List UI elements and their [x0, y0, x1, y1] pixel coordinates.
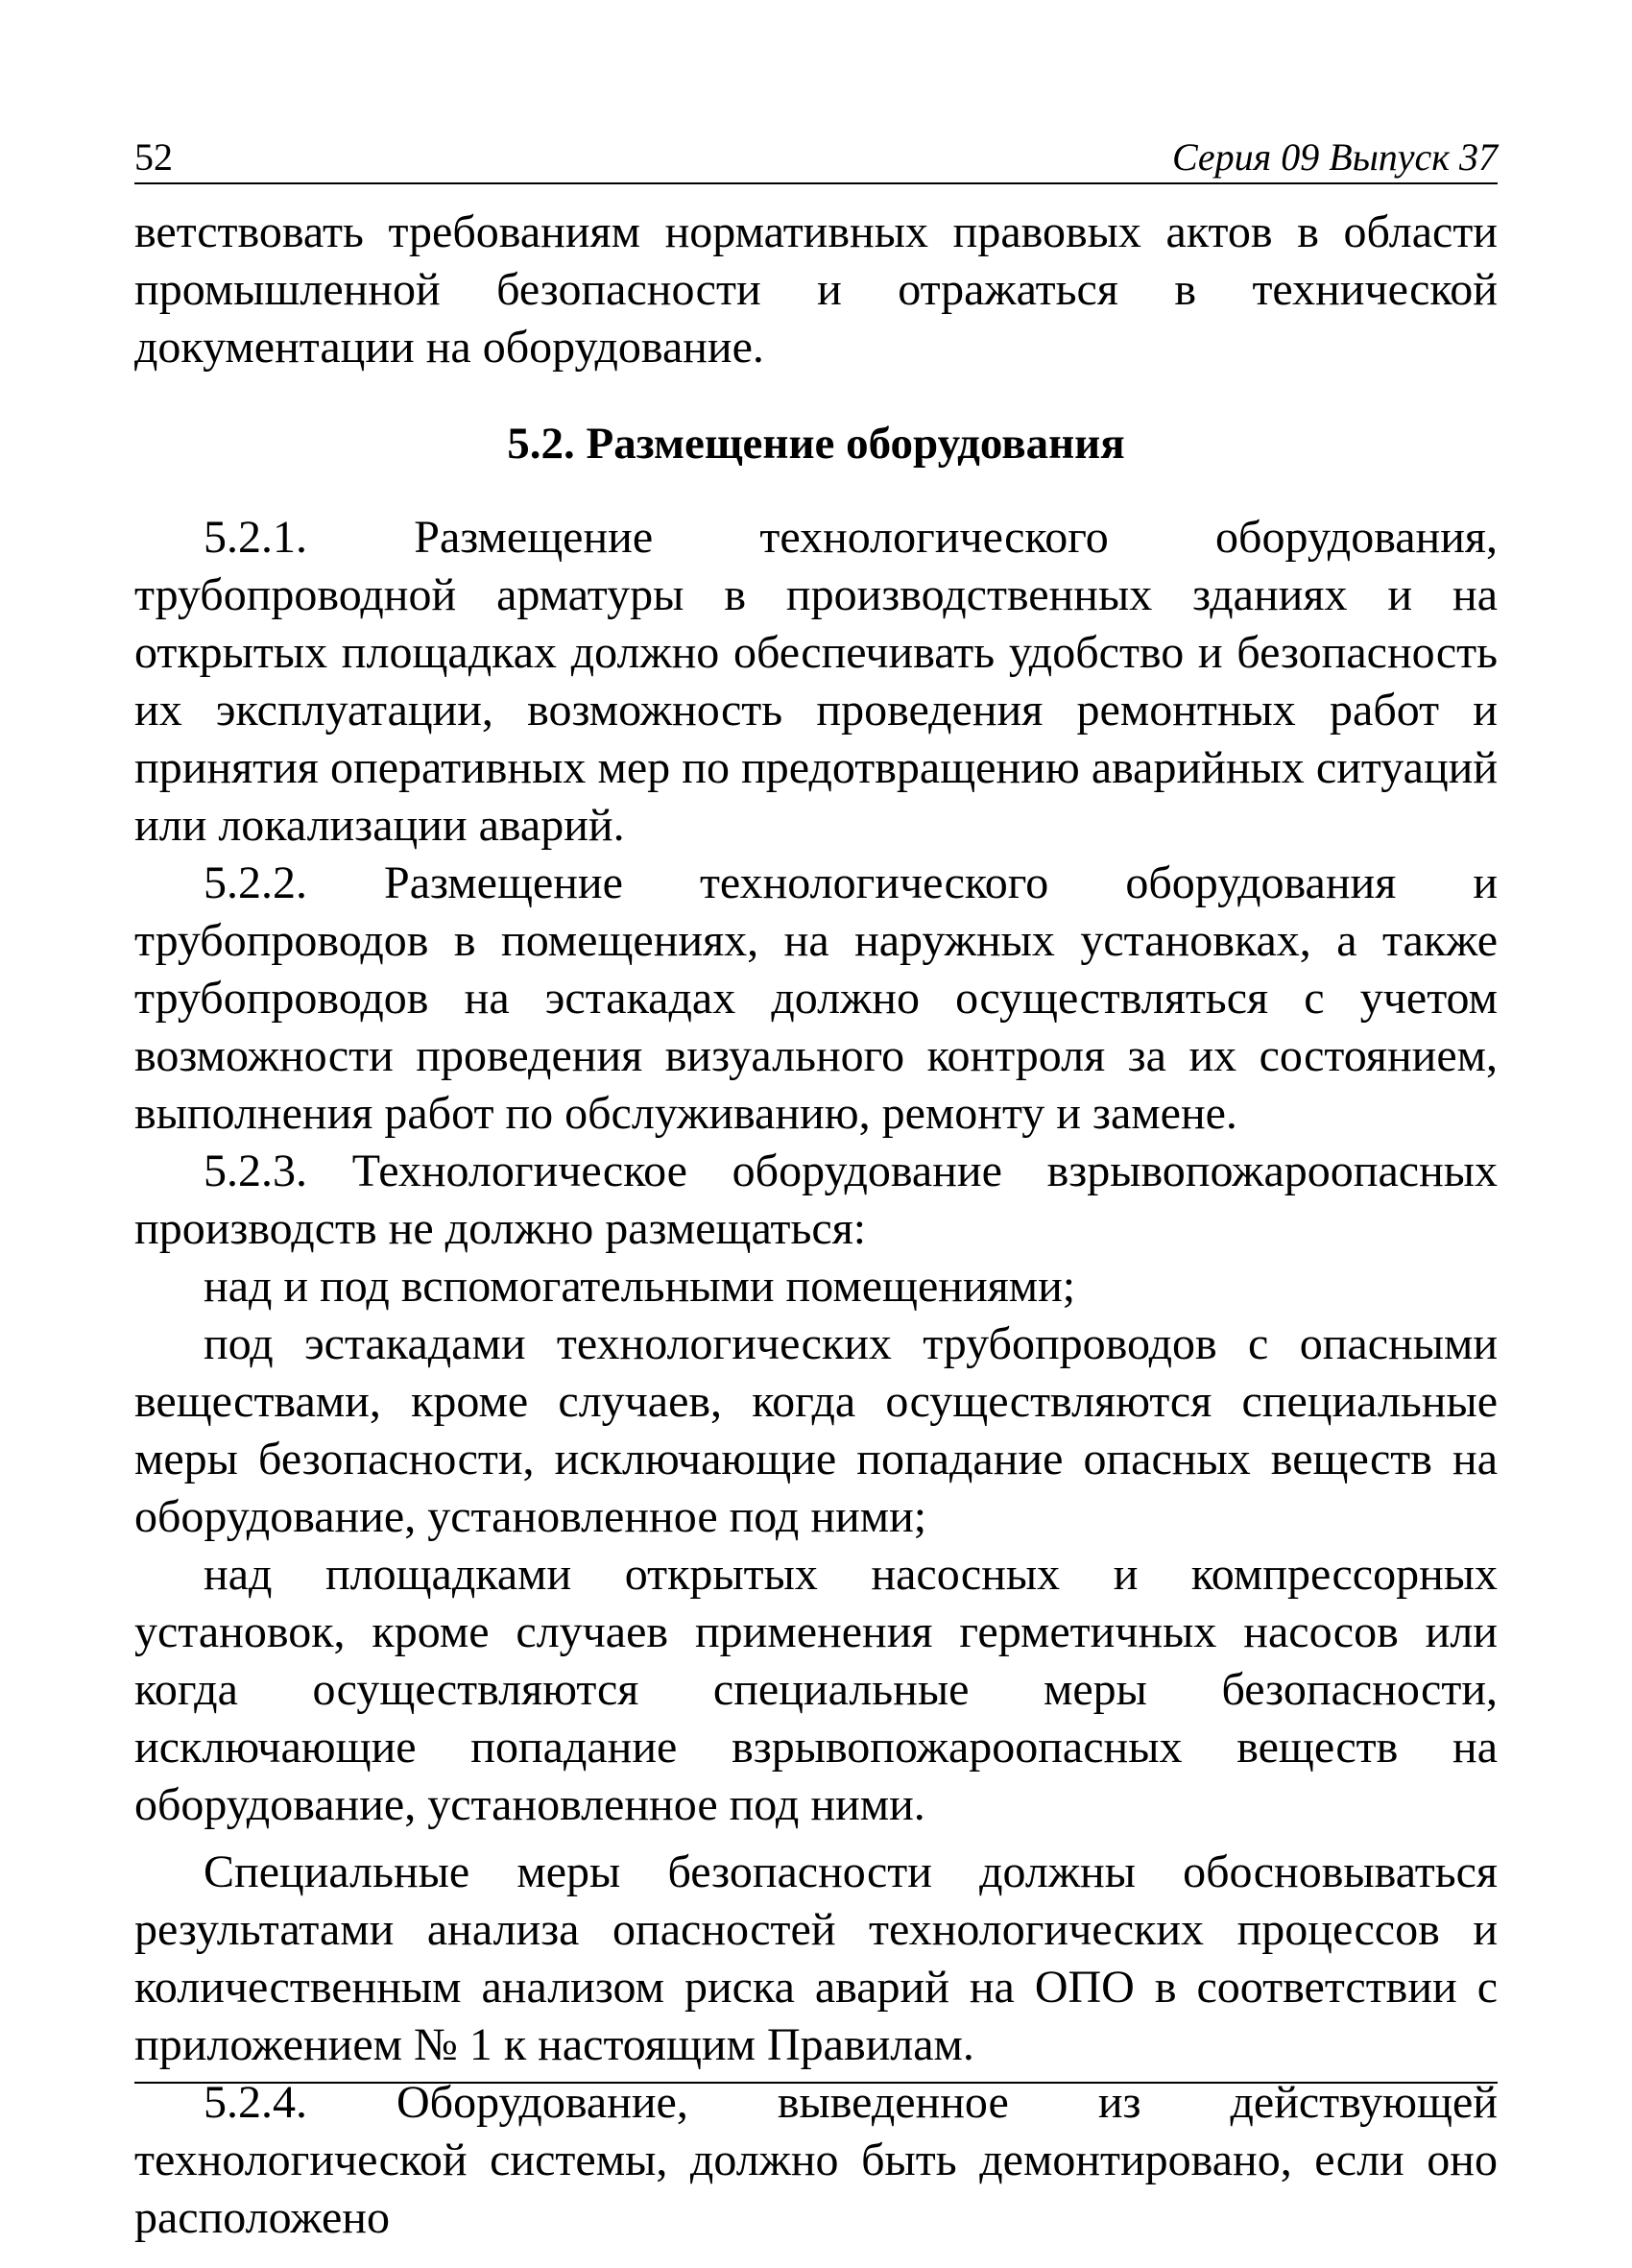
- section-heading: 5.2. Размещение оборудования: [507, 419, 1125, 469]
- page-number: 52: [134, 135, 173, 179]
- running-title: Серия 09 Выпуск 37: [1171, 135, 1498, 179]
- paragraph-5-2-1: 5.2.1. Размещение технологического оборудования, трубопроводной арматуры в производственных зданиях и на открытых площадках должно обеспечивать удобство и безопасность их эксплуатации, возможность проведения ремонтных работ и принятия оперативных мер по предотвращению аварийных ситуаций или локализации аварий.: [134, 512, 1498, 851]
- body-text: [134, 204, 1498, 2247]
- page-header: [134, 134, 1498, 184]
- paragraph-5-2-4: 5.2.4. Оборудование, выведенное из действующей технологической системы, должно быть демонтировано, если оно расположено: [134, 2077, 1498, 2243]
- paragraph-continuation: ветствовать требованиям нормативных правовых актов в области промышленной безопасности и отражаться в технической документации на оборудование.: [134, 206, 1498, 373]
- list-item: под эстакадами технологических трубопроводов с опасными веществами, кроме случаев, когда осуществляются специальные меры безопасности, исключающие попадание опасных веществ на оборудование, установленное под ними;: [134, 1318, 1498, 1542]
- list-item: над площадками открытых насосных и компрессорных установок, кроме случаев применения герметичных насосов или когда осуществляются специальные меры безопасности, исключающие попадание взрывопожароопасных веществ на оборудование, установленное под ними.: [134, 1549, 1498, 1830]
- bottom-rule: [134, 2082, 1498, 2084]
- paragraph-special-measures: Специальные меры безопасности должны обосновываться результатами анализа опасностей технологических процессов и количественным анализом риска аварий на ОПО в соответствии с приложением № 1 к настоящим Правилам.: [134, 1846, 1498, 2070]
- paragraph-5-2-2: 5.2.2. Размещение технологического оборудования и трубопроводов в помещениях, на наружных установках, а также трубопроводов на эстакадах должно осуществляться с учетом возможности проведения визуального контроля за их состоянием, выполнения работ по обслуживанию, ремонту и замене.: [134, 857, 1498, 1139]
- list-item: над и под вспомогательными помещениями;: [204, 1261, 1076, 1312]
- paragraph-5-2-3: 5.2.3. Технологическое оборудование взрывопожароопасных производств не должно размещаться:: [134, 1146, 1498, 1254]
